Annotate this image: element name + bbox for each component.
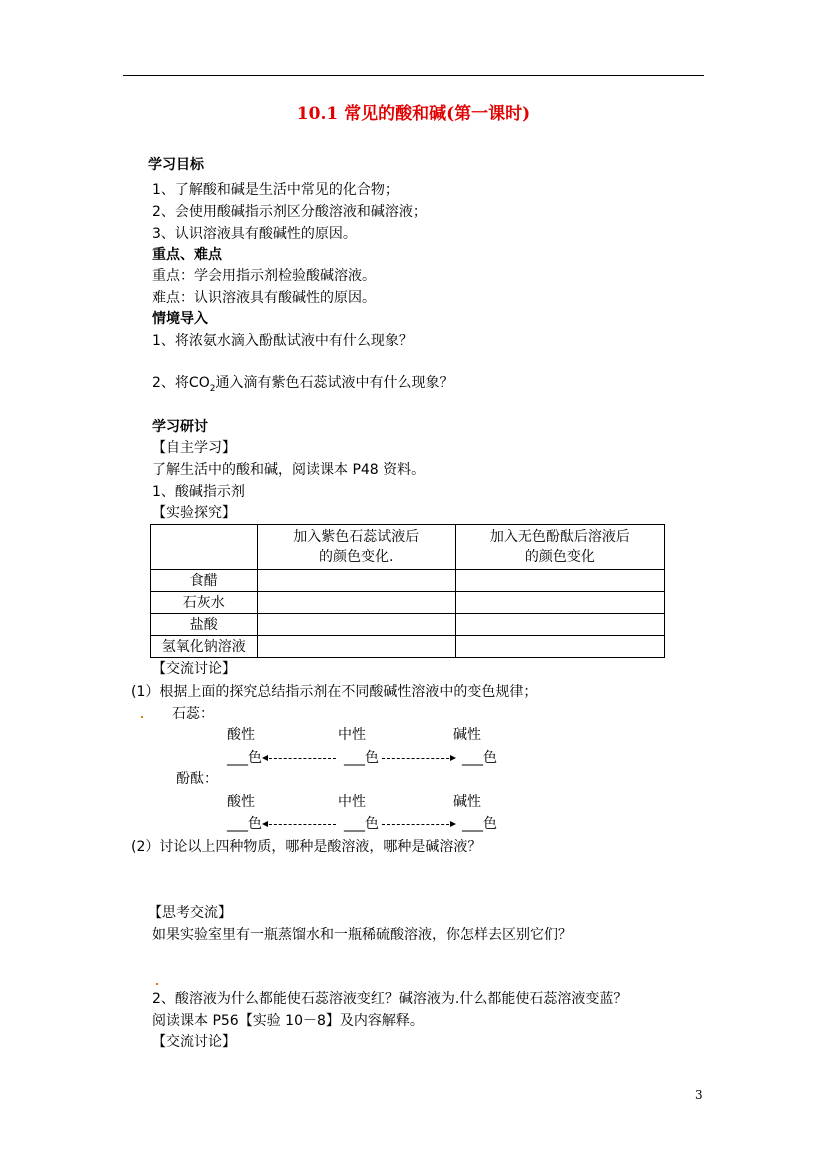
arrow-head-icon: [450, 821, 456, 827]
intro-question-2: [152, 376, 453, 394]
left-arrow: [264, 824, 336, 825]
page-number: 3: [695, 1088, 703, 1102]
page-title: 10.1 常见的酸和碱(第一课时): [296, 104, 531, 124]
table-row: [151, 592, 665, 614]
phenol-label: 酚酞：: [176, 771, 218, 787]
right-arrow: [382, 824, 454, 825]
co2-formula: $CO_2$: [188, 375, 216, 394]
study-heading: 学习研讨: [152, 419, 208, 435]
self-study-text: 了解生活中的酸和碱，阅读课本 P48 资料。: [152, 462, 426, 478]
right-arrow: [382, 758, 454, 759]
table-cell: [455, 614, 664, 636]
experiment-table: [150, 524, 665, 658]
think-heading: 【思考交流】: [148, 905, 232, 921]
part2-read: 阅读课本 P56【实验 10－8】及内容解释。: [152, 1013, 424, 1029]
stray-mark: [156, 983, 158, 985]
arrow-head-icon: [450, 755, 456, 761]
litmus-base-blank: ___色: [462, 750, 497, 766]
table-cell: [455, 636, 664, 658]
table-row: [151, 636, 665, 658]
litmus-neutral: 中性: [338, 727, 366, 743]
phenol-neutral-blank: ___色: [344, 816, 379, 832]
phenol-base-blank: ___色: [462, 816, 497, 832]
phenol-acidic: 酸性: [227, 794, 255, 810]
phenol-basic: 碱性: [453, 794, 481, 810]
table-corner-cell: [151, 525, 258, 570]
table-cell: [257, 636, 455, 658]
row-label: 石灰水: [151, 592, 258, 614]
table-header-phenol: 加入无色酚酞后溶液后 的颜色变化: [455, 525, 664, 570]
row-label: 氢氧化钠溶液: [151, 636, 258, 658]
table-header-row: [151, 525, 665, 570]
litmus-basic: 碱性: [453, 727, 481, 743]
key-focus: 重点：学会用指示剂检验酸碱溶液。: [152, 268, 376, 284]
intro-heading: 情境导入: [152, 311, 208, 327]
part2-discuss-heading: 【交流讨论】: [152, 1034, 236, 1050]
row-label: 食醋: [151, 570, 258, 592]
discuss-question-2: (2）讨论以上四种物质，哪种是酸溶液，哪种是碱溶液？: [131, 839, 482, 855]
self-study-label: 【自主学习】: [152, 440, 236, 456]
arrow-head-icon: [262, 821, 268, 827]
table-row: [151, 614, 665, 636]
header-rule: [123, 75, 704, 76]
intro-question-1: 1、将浓氨水滴入酚酞试液中有什么现象？: [152, 333, 413, 349]
goals-heading: 学习目标: [148, 157, 204, 173]
stray-mark: [141, 716, 143, 718]
litmus-neutral-blank: ___色: [344, 750, 379, 766]
table-header-litmus: 加入紫色石蕊试液后 的颜色变化.: [257, 525, 455, 570]
key-heading: 重点、难点: [152, 247, 222, 263]
row-label: 盐酸: [151, 614, 258, 636]
table-row: [151, 570, 665, 592]
discuss-heading: 【交流讨论】: [152, 661, 236, 677]
phenol-neutral: 中性: [338, 794, 366, 810]
goal-item-3: 3、认识溶液具有酸碱性的原因。: [152, 226, 357, 242]
arrow-head-icon: [262, 755, 268, 761]
goal-item-2: 2、会使用酸碱指示剂区分酸溶液和碱溶液；: [152, 204, 427, 220]
goal-item-1: 1、了解酸和碱是生活中常见的化合物；: [152, 182, 399, 198]
table-cell: [455, 592, 664, 614]
phenol-acid-blank: ___色: [227, 816, 262, 832]
part2-question: 2、酸溶液为什么都能使石蕊溶液变红？碱溶液为.什么都能使石蕊溶液变蓝？: [152, 991, 628, 1007]
intro-q2-pre: 2、将: [152, 375, 189, 391]
experiment-label: 【实验探究】: [152, 505, 236, 521]
litmus-acid-blank: ___色: [227, 750, 262, 766]
think-text: 如果实验室里有一瓶蒸馏水和一瓶稀硫酸溶液，你怎样去区别它们？: [152, 927, 572, 943]
table-cell: [257, 614, 455, 636]
key-difficulty: 难点：认识溶液具有酸碱性的原因。: [152, 290, 376, 306]
left-arrow: [264, 758, 336, 759]
table-cell: [257, 570, 455, 592]
table-cell: [455, 570, 664, 592]
section-indicator: 1、酸碱指示剂: [152, 484, 245, 500]
discuss-question-1: (1）根据上面的探究总结指示剂在不同酸碱性溶液中的变色规律；: [131, 684, 538, 700]
litmus-label: 石蕊：: [172, 706, 214, 722]
intro-q2-post: 通入滴有紫色石蕊试液中有什么现象？: [215, 375, 454, 391]
table-cell: [257, 592, 455, 614]
litmus-acidic: 酸性: [227, 727, 255, 743]
